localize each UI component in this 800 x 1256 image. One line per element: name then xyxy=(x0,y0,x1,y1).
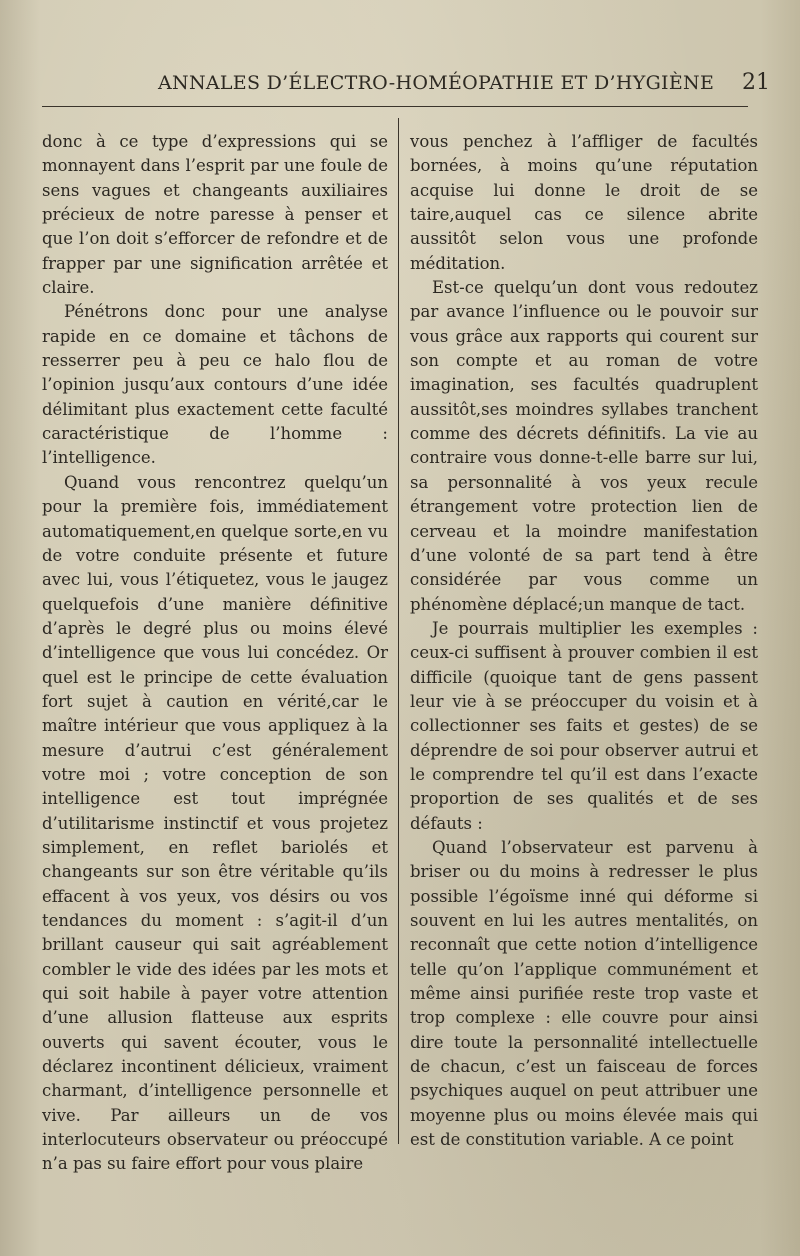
paragraph: vous penchez à l’affliger de facultés bornées, à moins qu’une réputation acquise lui donne le droit de se taire,auquel cas ce silence abrite aussitôt selon vous une profonde méditation. xyxy=(410,132,758,273)
running-title: ANNALES D’ÉLECTRO-HOMÉOPATHIE ET D’HYGIÈNE xyxy=(158,72,715,94)
paragraph: donc à ce type d’expressions qui se monnayent dans l’esprit par une foule de sens vagues et changeants auxiliaires précieux de notre paresse à penser et que l’on doit s’efforcer de refondre et de frapper par une signification arrêtée et claire. xyxy=(42,132,388,298)
column-divider xyxy=(398,118,399,1144)
left-column xyxy=(42,130,388,1177)
paragraph: Quand vous rencontrez quelqu’un pour la première fois, immédiatement automatiquement,en quelque sorte,en vu de votre conduite présente et future avec lui, vous l’étiquetez, vous le jaugez quelquefois d’une manière définitive d’après le degré plus ou moins élevé d’intelligence que vous lui concédez. Or quel est le principe de cette évaluation fort sujet à caution en vérité,car le maître intérieur que vous appliquez à la mesure d’autrui c’est généralement votre moi ; votre conception de son intelligence est tout imprégnée d’utilitarisme instinctif et vous projetez simplement, en reflet bariolés et changeants sur son être véritable qu’ils effacent à vos yeux, vos désirs ou vos tendances du moment : s’agit-il d’un brillant causeur qui sait agréablement combler le vide des idées par les mots et qui soit habile à payer votre attention d’une allusion flatteuse aux esprits ouverts qui savent écouter, vous le déclarez incontinent délicieux, vraiment charmant, d’intelligence personnelle et vive. Par ailleurs un de vos interlocuteurs observateur ou préoccupé n’a pas su faire effort pour vous plaire xyxy=(42,472,388,1174)
paragraph: Je pourrais multiplier les exemples : ceux-ci suffisent à prouver combien il est difficile (quoique tant de gens passent leur vie à se préoccuper du voisin et à collectionner ses faits et gestes) de se déprendre de soi pour observer autrui et le comprendre tel qu’il est dans l’exacte proportion de ses qualités et de ses défauts : xyxy=(410,618,758,833)
header-rule xyxy=(42,106,748,107)
paragraph: Est-ce quelqu’un dont vous redoutez par avance l’influence ou le pouvoir sur vous grâce aux rapports qui courent sur son compte et au roman de votre imagination, ses facultés quadruplent aussitôt,ses moindres syllabes tranchent comme des décrets définitifs. La vie au contraire vous donne-t-elle barre sur lui, sa personnalité à vos yeux recule étrangement votre protection lien de cerveau et la moindre manifestation d’une volonté de sa part tend à être considérée par vous comme un phénomène déplacé;un manque de tact. xyxy=(410,278,758,614)
page-header xyxy=(40,70,770,100)
paragraph: Pénétrons donc pour une analyse rapide en ce domaine et tâchons de resserrer peu à peu ce halo flou de l’opinion jusqu’aux contours d’une idée délimitant plus exactement cette faculté caractéristique de l’homme : l’intelligence. xyxy=(42,302,388,468)
paragraph: Quand l’observateur est parvenu à briser ou du moins à redresser le plus possible l’égoïsme inné qui déforme si souvent en lui les autres mentalités, on reconnaît que cette notion d’intelligence telle qu’on l’applique communément et même ainsi purifiée reste trop vaste et trop complexe : elle couvre pour ainsi dire toute la personnalité intellectuelle de chacun, c’est un faisceau de forces psychiques auquel on peut attribuer une moyenne plus ou moins élevée mais qui est de constitution variable. A ce point xyxy=(410,837,758,1150)
right-column xyxy=(410,130,758,1152)
page-number: 21 xyxy=(742,70,770,95)
